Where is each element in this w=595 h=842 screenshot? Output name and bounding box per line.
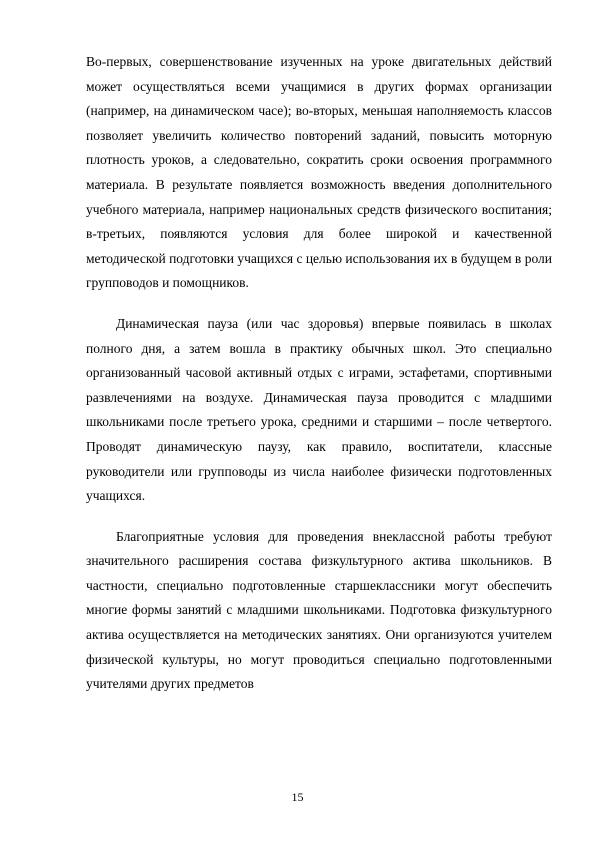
paragraph-2: Динамическая пауза (или час здоровья) впервые появилась в школах полного дня, а затем вошла в практику обычных школ. Это специально организованный часовой активный отдых с играми, эстафетами, спортивными развлечениями на воздухе. Динамическая пауза проводится с младшими школьниками после третьего урока, средними и старшими – после четвертого. Проводят динамическую паузу, как правило, воспитатели, классные руководители или групповоды из числа наиболее физически подготовленных учащихся. bbox=[86, 315, 552, 504]
page-body bbox=[86, 50, 552, 697]
paragraph-3: Благоприятные условия для проведения внеклассной работы требуют значительного расширения состава физкультурного актива школьников. В частности, специально подготовленные старшеклассники могут обеспечить многие формы занятий с младшими школьниками. Подготовка физкультурного актива осуществляется на методических занятиях. Они организуются учителем физической культуры, но могут проводиться специально подготовленными учителями других предметов bbox=[86, 528, 552, 692]
page-number: 15 bbox=[291, 790, 304, 804]
paragraph-1: Во-первых, совершенствование изученных на уроке двигательных действий может осуществляться всеми учащимися в других формах организации (например, на динамическом часе); во-вторых, меньшая наполняемость классов позволяет увеличить количество повторений заданий, повысить моторную плотность уроков, а следовательно, сократить сроки освоения программного материала. В результате появляется возможность введения дополнительного учебного материала, например национальных средств физического воспитания; в-третьих, появляются условия для более широкой и качественной методической подготовки учащихся с целью использования их в будущем в роли групповодов и помощников. bbox=[86, 54, 552, 291]
